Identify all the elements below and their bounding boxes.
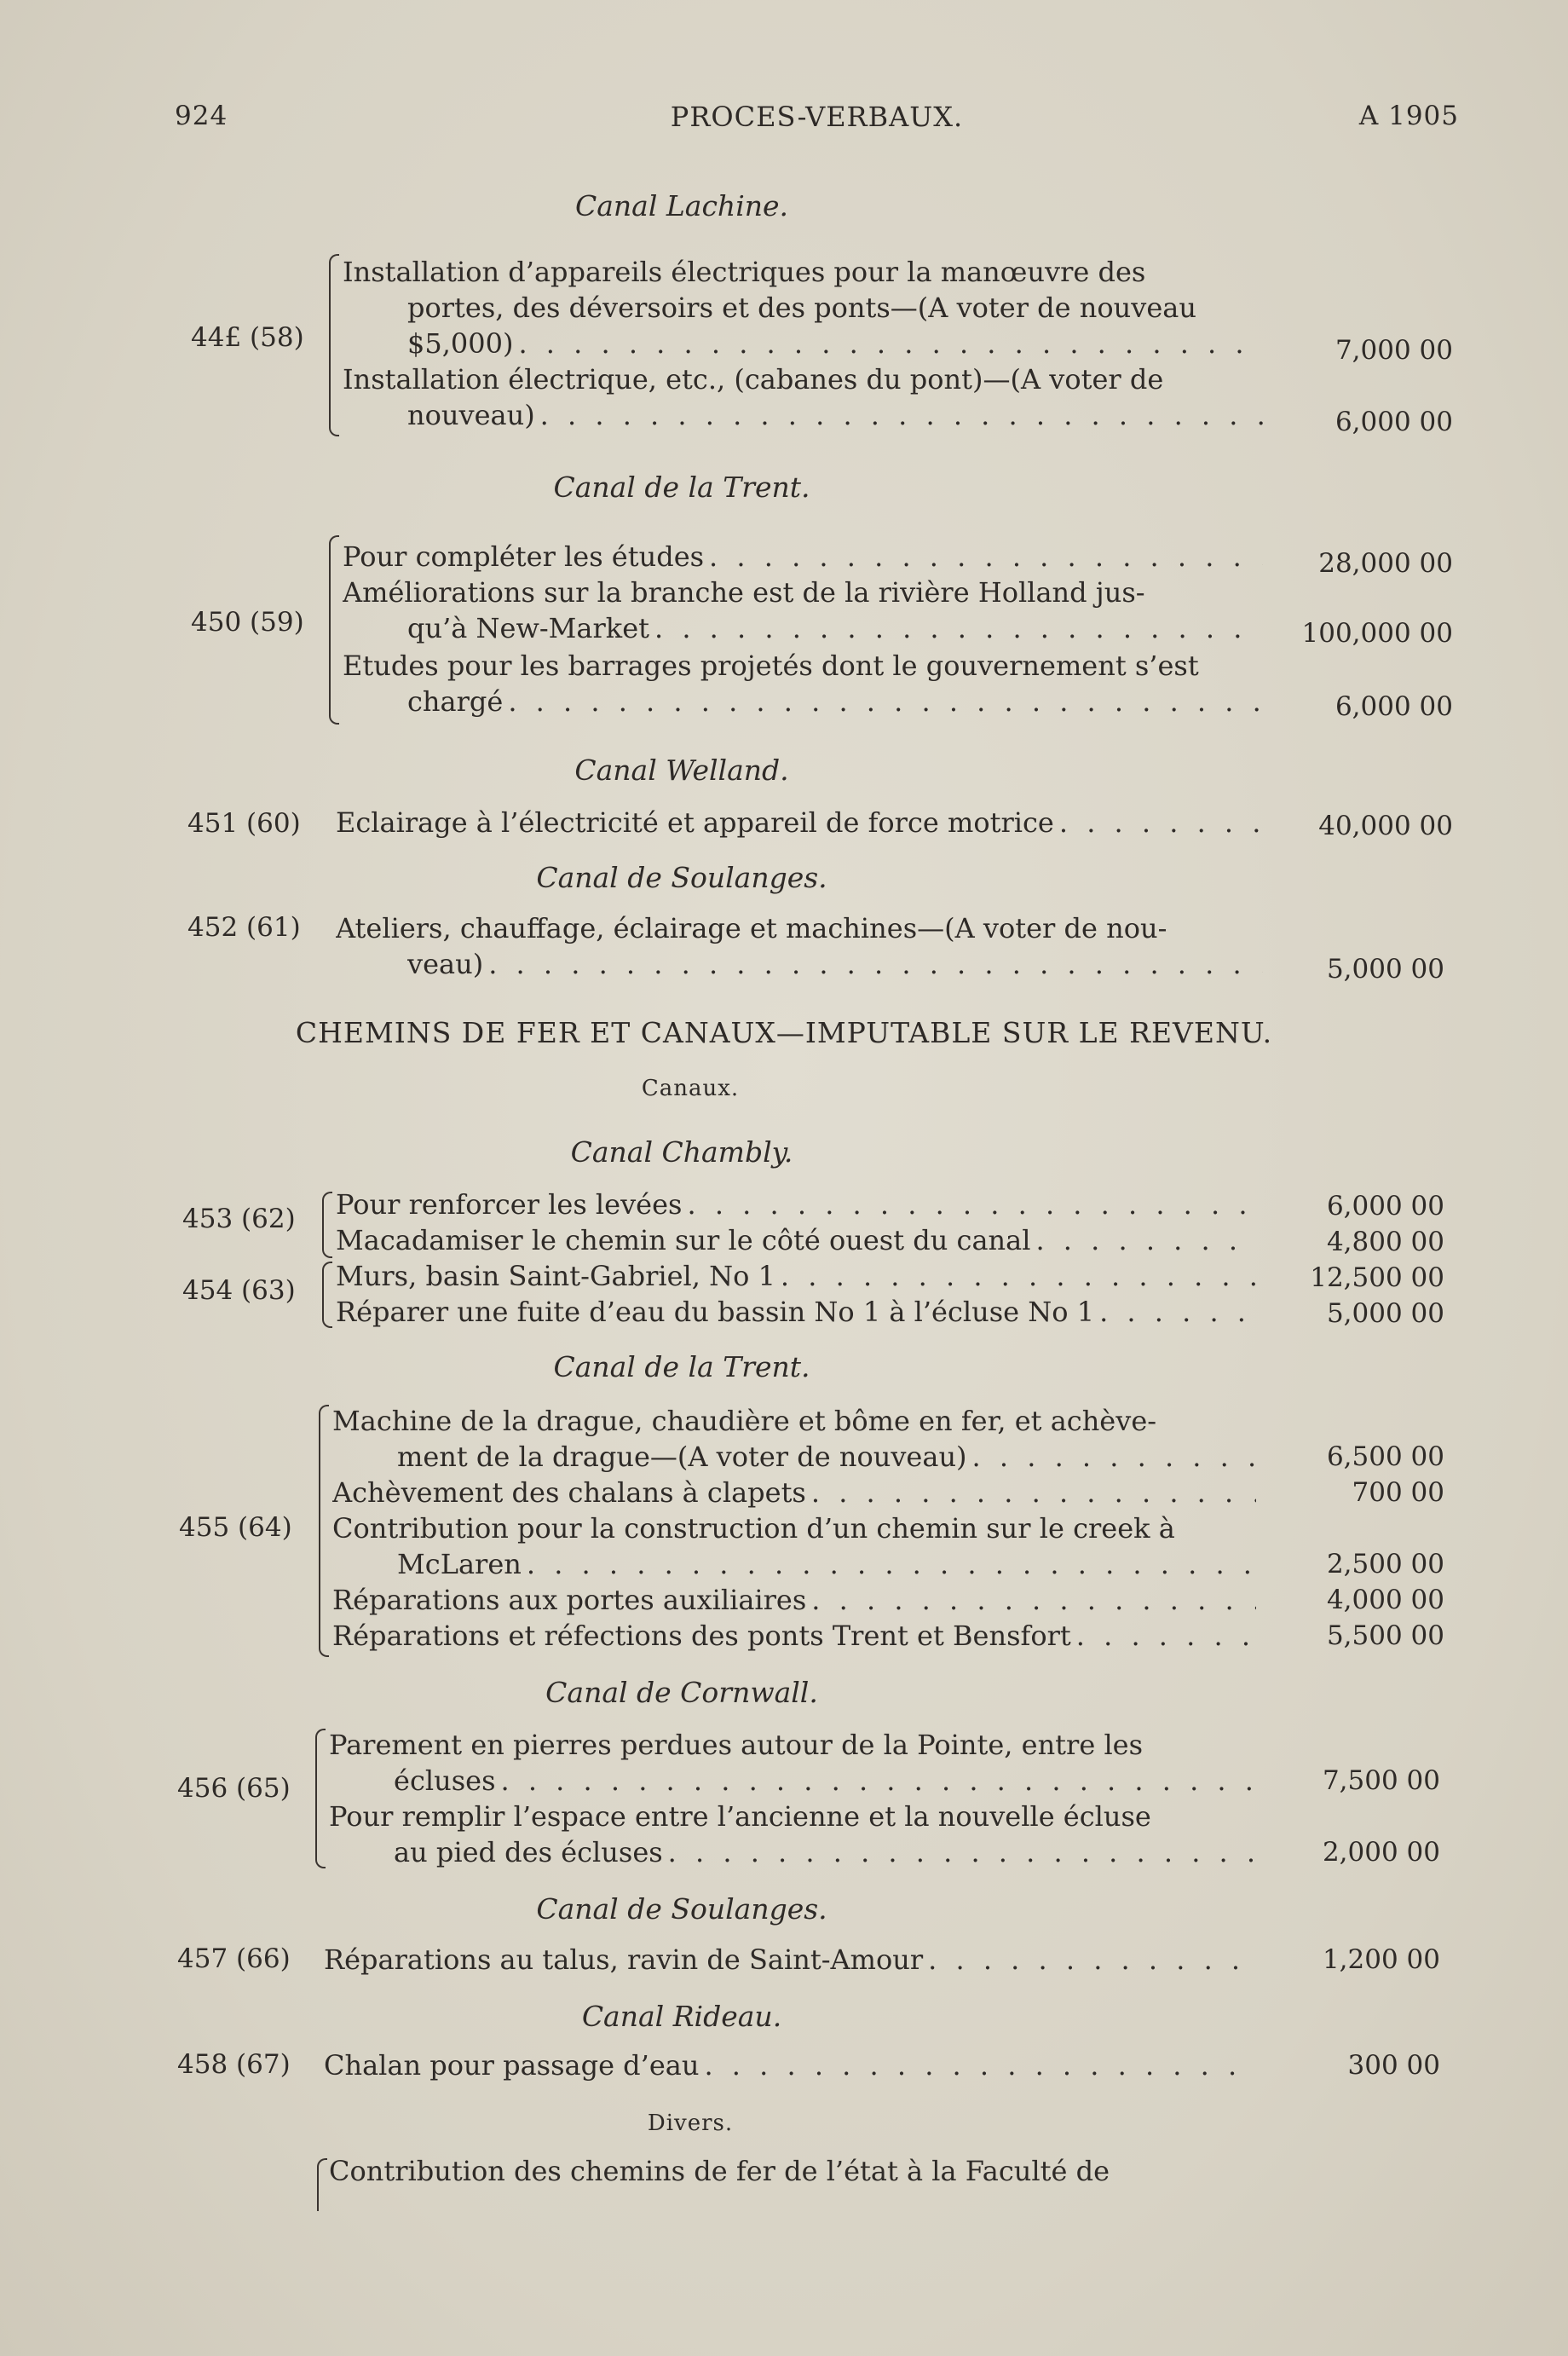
amount: 6,000 00 [1335, 407, 1453, 437]
section-heading-chambly: Canal Chambly. [570, 1135, 793, 1169]
section-heading-trent: Canal de la Trent. [553, 471, 810, 504]
entry-line: Pour compléter les études . . . [343, 539, 1263, 575]
amount: 12,500 00 [1310, 1262, 1444, 1293]
entry-ref: 455 (64) [179, 1512, 292, 1543]
entry-brace [319, 1405, 329, 1657]
entry-line: écluses . . . [394, 1763, 1256, 1799]
entry-ref: 454 (63) [182, 1275, 296, 1306]
amount: 4,800 00 [1326, 1227, 1444, 1257]
amount: 2,500 00 [1326, 1549, 1444, 1579]
entry-ref: 44£ (58) [191, 322, 304, 353]
main-heading: CHEMINS DE FER ET CANAUX—IMPUTABLE SUR LE REVENU. [295, 1016, 1273, 1049]
amount: 4,000 00 [1326, 1585, 1444, 1615]
entry-line: Installation d’appareils électriques pour la manœuvre des [343, 256, 1146, 288]
entry-line: Contribution des chemins de fer de l’état à la Faculté de [329, 2155, 1110, 2187]
entry-line: nouveau) . . . [407, 397, 1263, 433]
amount: 100,000 00 [1301, 618, 1453, 649]
entry-line: chargé . . . [407, 684, 1263, 719]
entry-line: Parement en pierres perdues autour de la Pointe, entre les [329, 1729, 1144, 1761]
page-header [175, 101, 1459, 143]
entry-line: ment de la drague—(A voter de nouveau) . . . [397, 1439, 1256, 1475]
entry-brace [329, 254, 339, 436]
amount: 300 00 [1347, 2050, 1440, 2081]
section-heading-welland: Canal Welland. [574, 754, 789, 787]
entry-line: Réparer une fuite d’eau du bassin No 1 à l’écluse No 1 . . . [336, 1294, 1256, 1330]
entry-line: Eclairage à l’électricité et appareil de force motrice . . . [336, 805, 1263, 840]
entry-line: portes, des déversoirs et des ponts—(A voter de nouveau [407, 292, 1196, 324]
year-label: A 1905 [1358, 101, 1459, 131]
entry-ref: 451 (60) [187, 808, 301, 839]
amount: 6,000 00 [1335, 691, 1453, 722]
entry-line: Réparations et réfections des ponts Trent et Bensfort . . . [332, 1618, 1256, 1654]
entry-ref: 450 (59) [191, 607, 304, 638]
amount: 40,000 00 [1318, 811, 1453, 841]
entry-line: Contribution pour la construction d’un chemin sur le creek à [332, 1512, 1175, 1545]
entry-line: qu’à New-Market . . . [407, 610, 1263, 646]
amount: 5,000 00 [1326, 1298, 1444, 1329]
entry-brace [317, 2158, 327, 2211]
section-heading-rideau: Canal Rideau. [581, 2000, 782, 2033]
entry-line: Installation électrique, etc., (cabanes du pont)—(A voter de [343, 363, 1164, 396]
entry-line: Réparations aux portes auxiliaires . . . [332, 1582, 1256, 1618]
entry-line: Pour renforcer les levées . . . [336, 1187, 1256, 1222]
amount: 6,500 00 [1326, 1441, 1444, 1472]
entry-line: Machine de la drague, chaudière et bôme en fer, et achève- [332, 1405, 1157, 1437]
amount: 1,200 00 [1322, 1944, 1440, 1975]
section-heading-cornwall: Canal de Cornwall. [545, 1676, 818, 1709]
entry-brace [329, 535, 339, 725]
entry-line: $5,000) . . . [407, 326, 1263, 361]
entry-line: Macadamiser le chemin sur le côté ouest du canal . . . [336, 1222, 1256, 1258]
amount: 2,000 00 [1322, 1837, 1440, 1868]
amount: 700 00 [1352, 1477, 1444, 1508]
entry-ref: 457 (66) [177, 1943, 291, 1974]
entry-ref: 458 (67) [177, 2049, 291, 2080]
entry-line: Réparations au talus, ravin de Saint-Amour . . . [324, 1942, 1256, 1978]
amount: 6,000 00 [1326, 1191, 1444, 1221]
entry-line: au pied des écluses . . . [394, 1834, 1256, 1870]
entry-brace [322, 1262, 332, 1328]
entry-ref: 453 (62) [182, 1204, 296, 1234]
entry-ref: 452 (61) [187, 912, 301, 943]
section-heading-lachine: Canal Lachine. [574, 189, 789, 222]
section-heading-trent: Canal de la Trent. [553, 1350, 810, 1383]
amount: 5,000 00 [1326, 954, 1444, 985]
page-title: PROCES-VERBAUX. [670, 101, 964, 133]
entry-line: Achèvement des chalans à clapets . . . [332, 1475, 1256, 1510]
amount: 7,500 00 [1322, 1765, 1440, 1796]
amount: 28,000 00 [1318, 548, 1453, 579]
entry-brace [315, 1729, 326, 1868]
entry-ref: 456 (65) [177, 1773, 291, 1804]
entry-line: Etudes pour les barrages projetés dont le gouvernement s’est [343, 650, 1199, 682]
amount: 5,500 00 [1326, 1620, 1444, 1651]
entry-line: Ateliers, chauffage, éclairage et machines—(A voter de nou- [336, 912, 1167, 944]
entry-line: McLaren . . . [397, 1546, 1256, 1582]
entry-line: Chalan pour passage d’eau . . . [324, 2047, 1256, 2083]
entry-line: veau) . . . [407, 946, 1263, 982]
entry-line: Murs, basin Saint-Gabriel, No 1 . . . [336, 1258, 1256, 1294]
section-heading-soulanges: Canal de Soulanges. [536, 1892, 827, 1926]
amount: 7,000 00 [1335, 335, 1453, 366]
subheading-divers: Divers. [647, 2111, 734, 2136]
entry-brace [322, 1192, 332, 1258]
entry-line: Améliorations sur la branche est de la rivière Holland jus- [343, 576, 1145, 609]
page-number: 924 [175, 101, 228, 131]
subheading-canaux: Canaux. [641, 1076, 740, 1101]
entry-line: Pour remplir l’espace entre l’ancienne et la nouvelle écluse [329, 1800, 1151, 1833]
section-heading-soulanges: Canal de Soulanges. [536, 861, 827, 894]
